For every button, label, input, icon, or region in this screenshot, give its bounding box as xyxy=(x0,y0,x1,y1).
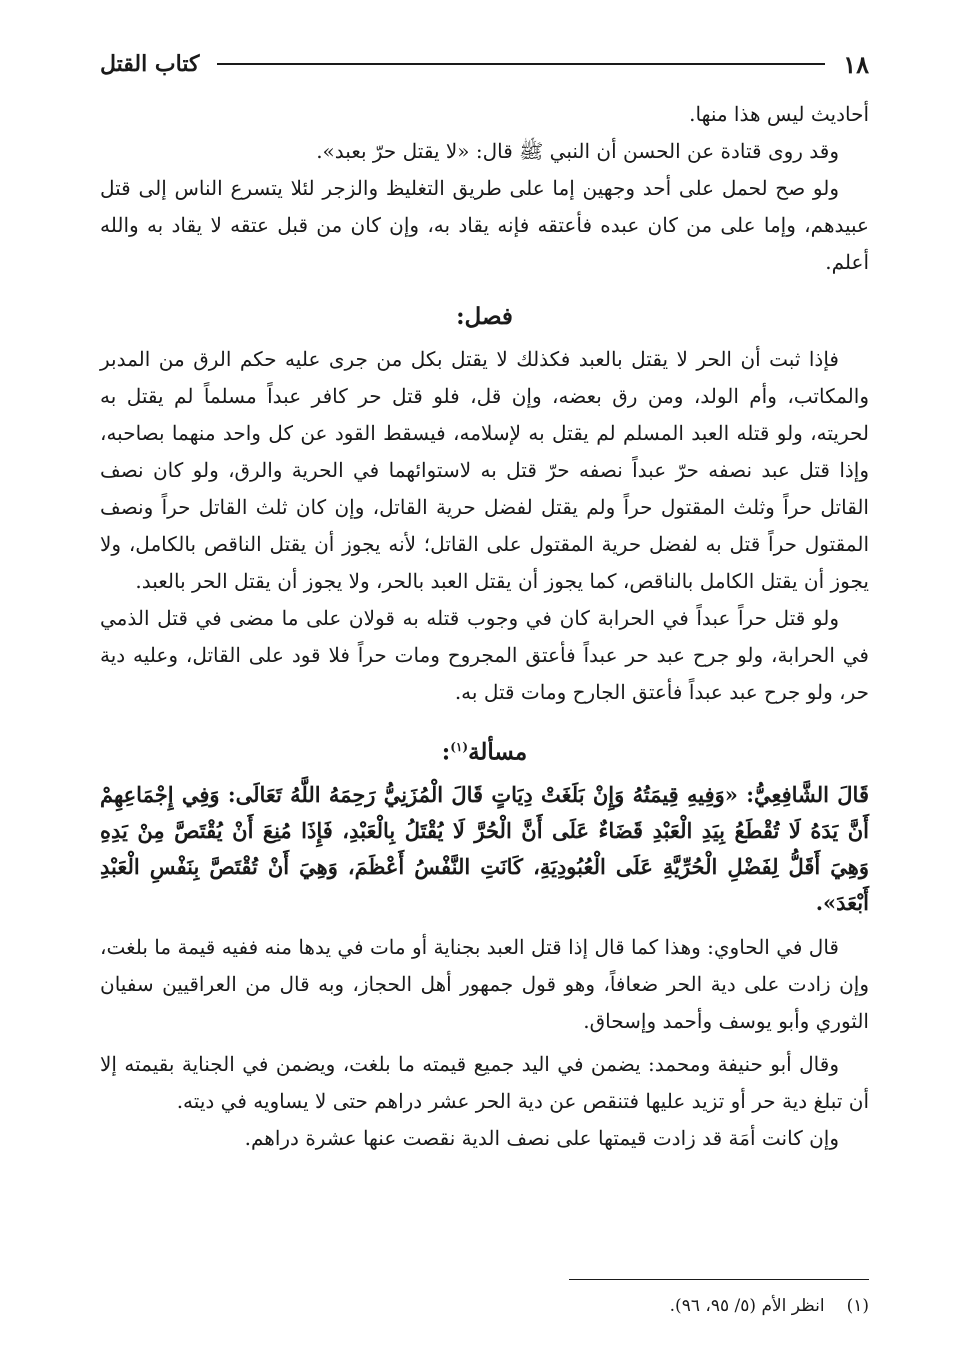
page-header xyxy=(100,44,869,84)
paragraph: وقال أبو حنيفة ومحمد: يضمن في اليد جميع قيمته ما بلغت، ويضمن في الجناية بقيمته إلا أن تبلغ دية حر أو تزيد عليها فتنقص عن دية الحر عشر دراهم حتى لا يساويه في ديته. xyxy=(100,1051,869,1113)
footnote-number: (١) xyxy=(846,1296,869,1316)
header-rule xyxy=(217,63,825,65)
masala-title: مسألة xyxy=(468,738,528,766)
masala-colon: : xyxy=(441,738,451,766)
page-number: ١٨ xyxy=(843,49,869,79)
footnote-text: انظر الأم (٥/ ٩٥، ٩٦). xyxy=(669,1296,825,1316)
paragraph: أحاديث ليس هذا منها. xyxy=(689,102,869,126)
matn-text: قَالَ الشَّافِعِيُّ: «وَفِيهِ قِيمَتُهُ وَإِنْ بَلَغَتْ دِيَاتٍ قَالَ الْمُزَنِيُّ رَحِمَهُ اللَّهُ تَعَالَى: وَفِي إِجْمَاعِهِمْ أَنَّ يَدَهُ لَا تُقْطَعُ بِيَدِ الْعَبْدِ قَضَاءٌ عَلَى أَنَّ الْحُرَّ لَا يُقْتَلُ بِالْعَبْدِ، فَإِذَا مُنِعَ أَنْ يُقْتَصَّ مِنْ يَدِهِ وَهِيَ أَقَلُّ لِفَضْلِ الْحُرِّيَّةِ عَلَى الْعُبُودِيَةِ، كَانَتِ النَّفْسُ أَعْظَمَ، وَهِيَ أَنْ تُقْتَصَّ بِنَفْسِ الْعَبْدِ أَبْعَدَ». xyxy=(100,781,869,915)
book-title: كتاب القتل xyxy=(100,51,200,77)
section-heading-masala xyxy=(100,729,869,771)
footnote xyxy=(100,1292,869,1320)
page-body xyxy=(100,96,869,1157)
paragraph: وإن كانت أمَة قد زادت قيمتها على نصف الدية نقصت عنها عشرة دراهم. xyxy=(244,1125,839,1150)
paragraph: وقد روى قتادة عن الحسن أن النبي ﷺ قال: «لا يقتل حرّ بعبد». xyxy=(316,139,839,163)
paragraph: ولو صح لحمل على أحد وجهين إما على طريق التغليظ والزجر لئلا يتسرع الناس إلى قتل عبيدهم، وإما على من كان عبده فأعتقه فإنه يقاد به، وإن كان من قبل عتقه لا يقاد به والله أعلم. xyxy=(100,176,869,274)
section-heading-fasl: فصل: xyxy=(456,303,513,330)
footnote-divider xyxy=(569,1279,869,1280)
footnote-reference: (١) xyxy=(450,740,469,754)
paragraph: قال في الحاوي: وهذا كما قال إذا قتل العبد بجناية أو مات في يدها منه ففيه قيمة ما بلغت، وإن زادت على دية الحر ضعافاً، وهو قول جمهور أهل الحجاز، وبه قال من العراقيين سفيان الثوري وأبو يوسف وأحمد وإسحاق. xyxy=(100,934,870,1033)
paragraph: ولو قتل حراً عبداً في الحرابة كان في وجوب قتله به قولان على ما مضى في قتل الذمي في الحرابة، ولو جرح عبد حر عبداً فأعتق المجروح ومات حراً فلا قود على القاتل، وعليه دية حر، ولو جرح عبد عبداً فأعتق الجارح ومات قتل به. xyxy=(100,606,869,704)
paragraph: فإذا ثبت أن الحر لا يقتل بالعبد فكذلك لا يقتل بكل من جرى عليه حكم الرق من المدبر والمكاتب، وأم الولد، ومن رق بعضه، وإن قل، فلو قتل حر كافر عبداً مسلماً لم يقتل به لحريته، ولو قتله العبد المسلم لم يقتل به لإسلامه، فيسقط القود عن كل واحد منهما بصاحبه، وإذا قتل عبد نصفه حرّ عبداً نصفه حرّ قتل به لاستوائهما في الحرية والرق، ولو كان نصف القاتل حراً وثلث المقتول حراً ولم يقتل لفضل حرية القاتل، وإن كان ثلث القاتل حراً ونصف المقتول حراً قتل به لفضل حرية المقتول على القاتل؛ لأنه يجوز أن يقتل الناقص بالكامل، ولا يجوز أن يقتل الكامل بالناقص، كما يجوز أن يقتل العبد بالحر، ولا يجوز أن يقتل الحر بالعبد. xyxy=(100,347,870,593)
